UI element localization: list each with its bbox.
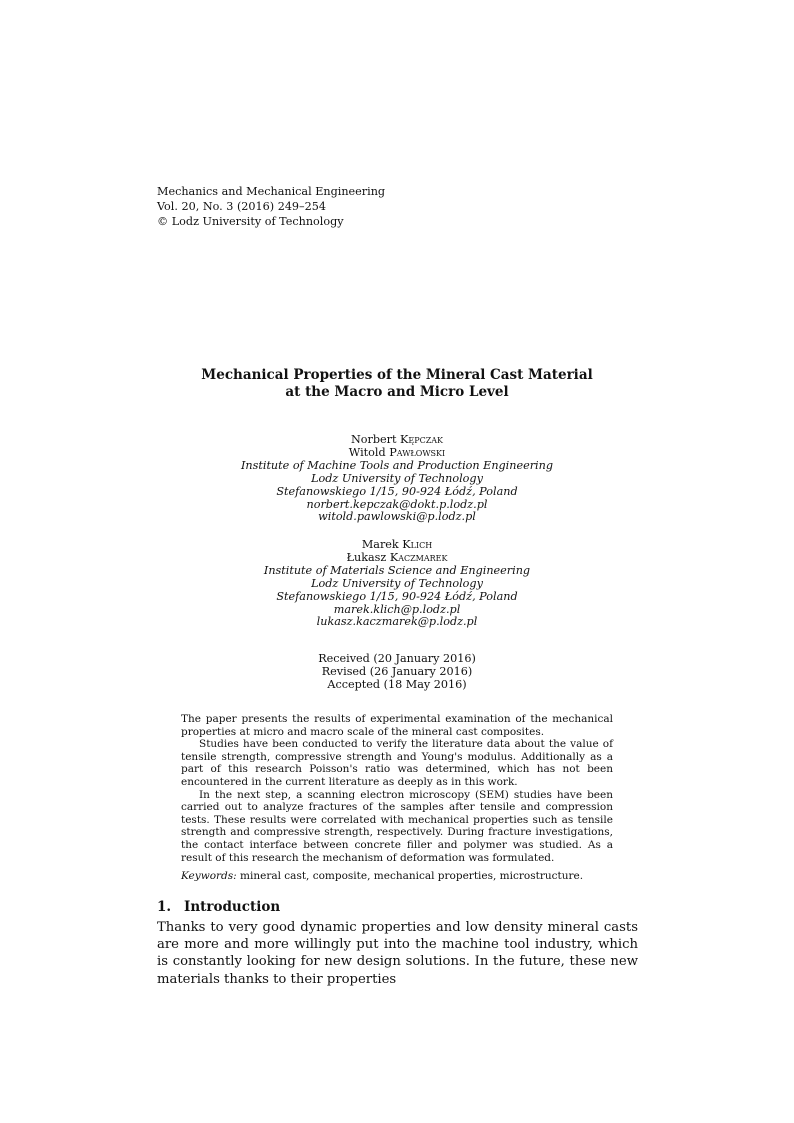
paper-title-line2: at the Macro and Micro Level xyxy=(285,383,509,400)
author-name xyxy=(0,447,794,460)
author-first-name: Norbert xyxy=(350,433,397,446)
affiliation-institute: Institute of Materials Science and Engineering xyxy=(263,563,531,577)
journal-volume: Vol. 20, No. 3 (2016) 249–254 xyxy=(157,200,326,213)
paper-title xyxy=(0,367,794,400)
paper-title-line1: Mechanical Properties of the Mineral Cast Material xyxy=(201,367,593,383)
author-email: witold.pawlowski@p.lodz.pl xyxy=(318,510,476,524)
journal-header xyxy=(157,184,385,229)
abstract-paragraph: Studies have been conducted to verify the literature data about the value of tensile strength, compressive strength and Young's modulus. Additionally as a part of this research Poisson's ratio was determined, which has not been encountered in the current literature as deeply as in this work. xyxy=(181,738,613,788)
section-title: Introduction xyxy=(184,899,281,915)
affiliation-institute: Institute of Machine Tools and Production Engineering xyxy=(241,458,553,472)
body-paragraph: Thanks to very good dynamic properties and low density mineral casts are more and more willingly put into the machine tool industry, which is constantly looking for new design solutions. In the future, these new materials thanks to their properties xyxy=(157,920,638,987)
author-last-name: Kępczak xyxy=(400,433,444,446)
author-group-1 xyxy=(0,434,794,524)
author-email: norbert.kepczak@dokt.p.lodz.pl xyxy=(306,497,488,511)
abstract-paragraph: In the next step, a scanning electron microscopy (SEM) studies have been carried out to analyze fractures of the samples after tensile and compression tests. These results were correlated with mechanical properties such as tensile strength and compressive strength, respectively. During fracture investigations, the contact interface between concrete filler and polymer was studied. As a result of this research the mechanism of deformation was formulated. xyxy=(181,788,613,864)
author-first-name: Marek xyxy=(361,538,399,551)
section-heading xyxy=(157,898,280,916)
abstract-paragraph: The paper presents the results of experimental examination of the mechanical properties at micro and macro scale of the mineral cast composites. xyxy=(181,713,613,738)
date-revised: Revised (26 January 2016) xyxy=(321,665,473,678)
author-first-name: Łukasz xyxy=(346,550,387,564)
affiliation-university: Lodz University of Technology xyxy=(311,471,483,485)
keywords xyxy=(181,870,613,883)
date-accepted: Accepted (18 May 2016) xyxy=(327,678,467,691)
author-group-2 xyxy=(0,539,794,629)
section-number: 1. xyxy=(157,899,172,915)
abstract xyxy=(181,713,613,883)
author-last-name: Kaczmarek xyxy=(389,550,448,564)
date-received: Received (20 January 2016) xyxy=(318,652,476,665)
affiliation-address: Stefanowskiego 1/15, 90-924 Łódź, Poland xyxy=(276,589,518,603)
author-last-name: Pawłowski xyxy=(389,445,446,459)
journal-publisher: © Lodz University of Technology xyxy=(157,215,344,228)
author-name xyxy=(0,552,794,565)
author-email: marek.klich@p.lodz.pl xyxy=(333,602,461,616)
author-email: lukasz.kaczmarek@p.lodz.pl xyxy=(316,615,478,629)
keywords-label: Keywords: xyxy=(181,870,237,883)
journal-name: Mechanics and Mechanical Engineering xyxy=(157,185,386,198)
author-first-name: Witold xyxy=(348,445,386,459)
affiliation-university: Lodz University of Technology xyxy=(311,576,483,590)
author-last-name: Klich xyxy=(402,538,433,551)
keywords-list: mineral cast, composite, mechanical properties, microstructure. xyxy=(240,870,584,883)
section-body xyxy=(157,919,638,988)
affiliation-address: Stefanowskiego 1/15, 90-924 Łódź, Poland xyxy=(276,484,518,498)
publication-dates xyxy=(0,652,794,691)
